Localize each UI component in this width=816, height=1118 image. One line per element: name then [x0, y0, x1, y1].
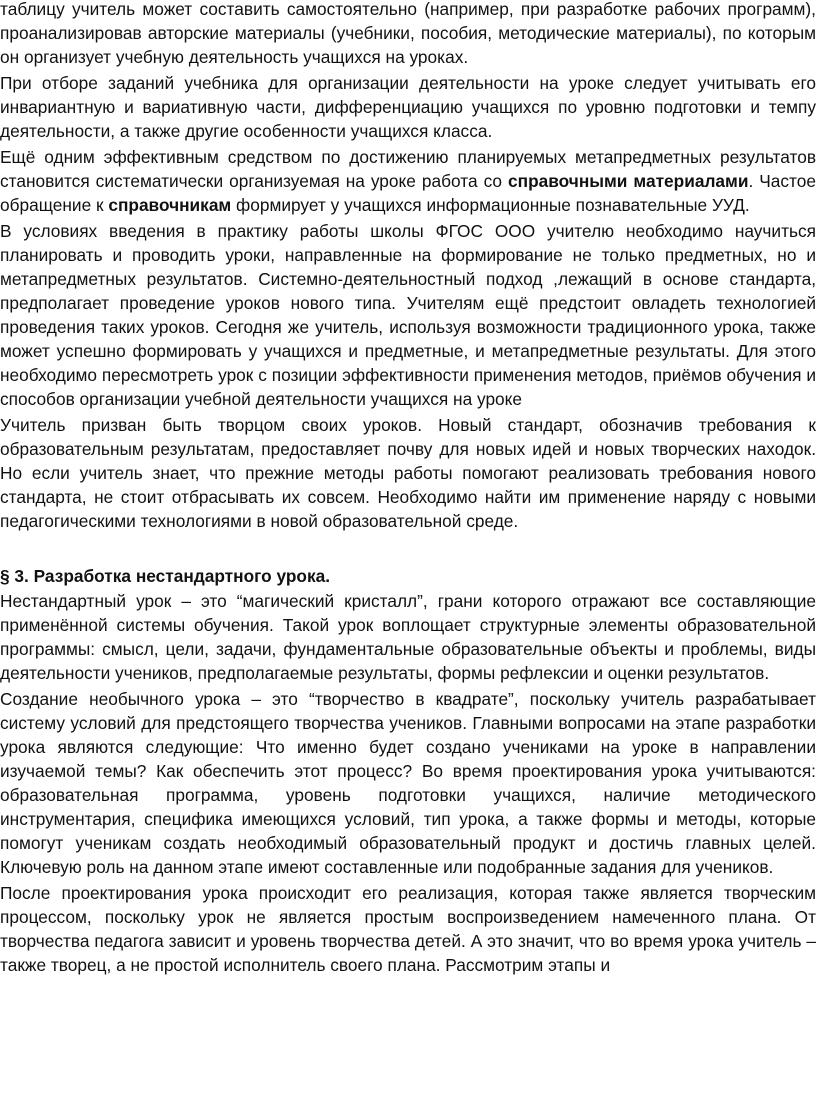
body-text-after-heading [0, 589, 816, 977]
section-heading: § 3. Разработка нестандартного урока. [0, 566, 331, 586]
text-run: В условиях введения в практику работы школы ФГОС ООО учителю необходимо научиться планировать и проводить уроки, направленные на формирование не только предметных, но и метапредметных результатов. Системно-деятельностный подход ,лежащий в основе стандарта, предполагает проведение уроков нового типа. Учителям ещё предстоит овладеть технологией проведения таких уроков. Сегодня же учитель, используя возможности традиционного урока, также может успешно формировать у учащихся и предметные, и метапредметные результаты. Для этого необходимо пересмотреть урок с позиции эффективности применения методов, приёмов обучения и способов организации учебной деятельности учащихся на уроке [0, 221, 816, 409]
text-run: формирует у учащихся информационные познавательные УУД. [231, 195, 750, 215]
text-run: . Частое обращение к [0, 171, 816, 215]
paragraph [0, 0, 816, 69]
text-run: Ещё одним эффективным средством по достижению планируемых метапредметных результатов становится систематически организуемая на уроке работа со [0, 147, 816, 191]
text-run: Учитель призван быть творцом своих уроков. Новый стандарт, обозначив требования к образовательным результатам, предоставляет почву для новых идей и новых творческих находок. Но если учитель знает, что прежние методы работы помогают реализовать требования нового стандарта, не стоит отбрасывать их совсем. Необходимо найти им применение наряду с новыми педагогическими технологиями в новой образовательной среде. [0, 415, 816, 531]
text-run: таблицу учитель может составить самостоятельно (например, при разработке рабочих программ), проанализировав авторские материалы (учебники, пособия, методические материалы), по которым он организует учебную деятельность учащихся на уроках. [0, 0, 816, 67]
text-run: Создание необычного урока – это “творчество в квадрате”, поскольку учитель разрабатывает систему условий для предстоящего творчества учеников. Главными вопросами на этапе разработки урока являются следующие: Что именно будет создано учениками на уроке в направлении изучаемой темы? Как обеспечить этот процесс? Во время проектирования урока учитываются: образовательная программа, уровень подготовки учащихся, наличие методического инструментария, специфика имеющихся условий, тип урока, а также формы и методы, которые помогут ученикам создать необходимый образовательный продукт и достичь главных целей. Ключевую роль на данном этапе имеют составленные или подобранные задания для учеников. [0, 689, 816, 877]
paragraph [0, 71, 816, 143]
paragraph [0, 413, 816, 533]
text-run: После проектирования урока происходит его реализация, которая также является творческим процессом, поскольку урок не является простым воспроизведением намеченного плана. От творчества педагога зависит и уровень творчества детей. А это значит, что во время урока учитель – также творец, а не простой исполнитель своего плана. Рассмотрим этапы и [0, 883, 816, 975]
paragraph [0, 145, 816, 217]
text-run: При отборе заданий учебника для организации деятельности на уроке следует учитывать его инвариантную и вариативную части, дифференциацию учащихся по уровню подготовки и темпу деятельности, а также другие особенности учащихся класса. [0, 73, 816, 141]
paragraph [0, 219, 816, 411]
bold-term: справочникам [108, 195, 232, 215]
section-spacer [0, 535, 816, 561]
paragraph [0, 881, 816, 977]
body-text-before-heading [0, 0, 816, 533]
text-run: Нестандартный урок – это “магический кристалл”, грани которого отражают все составляющие применённой системы обучения. Такой урок воплощает структурные элементы образовательной программы: смысл, цели, задачи, фундаментальные образовательные объекты и проблемы, виды деятельности учеников, предполагаемые результаты, формы рефлексии и оценки результатов. [0, 591, 816, 683]
paragraph [0, 687, 816, 879]
bold-term: справочными материалами [508, 171, 749, 191]
paragraph [0, 589, 816, 685]
